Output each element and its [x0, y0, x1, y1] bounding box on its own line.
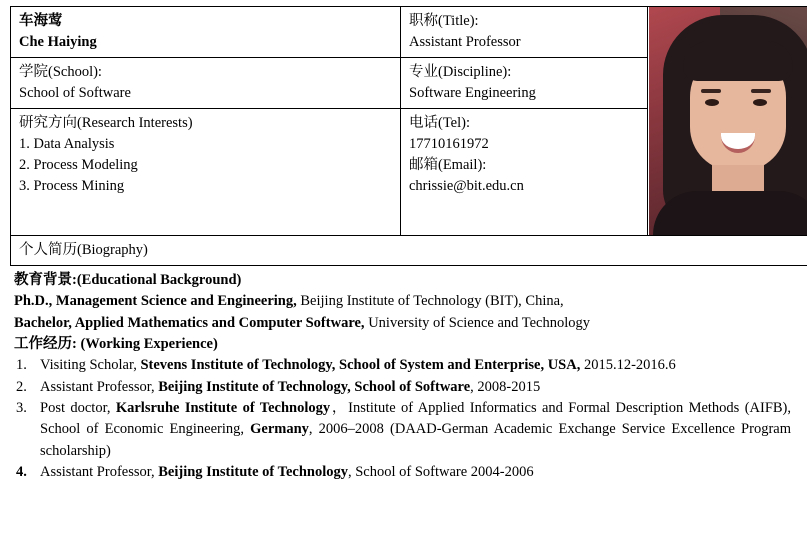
education-heading: 教育背景:(Educational Background): [14, 272, 242, 289]
photo-cell: [648, 7, 807, 236]
discipline-value: Software Engineering: [409, 85, 536, 102]
item-text-part: Beijing Institute of Technology, School of Software: [158, 378, 471, 395]
item-text-part: , 2006–2008 (DAAD-German Academic Exchange Service Excellence Program scholarship): [40, 421, 791, 459]
list-item: [14, 398, 791, 462]
eye-right: [753, 99, 767, 106]
table-row: [11, 236, 807, 266]
table-row: [11, 7, 807, 58]
tel-value: 17710161972: [409, 136, 489, 153]
education-degree: Bachelor, Applied Mathematics and Computer Software,: [14, 314, 365, 331]
list-item: [14, 377, 791, 398]
title-cell: [401, 7, 648, 58]
item-text-part: Stevens Institute of Technology, School of System and Enterprise, USA,: [140, 357, 581, 374]
title-value: Assistant Professor: [409, 34, 521, 51]
education-line: [14, 291, 791, 312]
item-number: 4.: [16, 463, 27, 480]
shoulder-shape: [653, 191, 807, 235]
email-value[interactable]: chrissie@bit.edu.cn: [409, 178, 524, 195]
tel-label: 电话(Tel):: [409, 115, 470, 132]
biography-section-label: 个人简历(Biography): [11, 236, 807, 266]
research-cell: [11, 109, 401, 236]
item-text-part: Germany: [250, 421, 309, 438]
eye-left: [705, 99, 719, 106]
email-label: 邮箱(Email):: [409, 157, 487, 174]
item-number: 1.: [16, 357, 27, 374]
item-number: 3.: [16, 399, 27, 416]
name-cn: 车海莺: [19, 13, 63, 29]
research-item: 2. Process Modeling: [19, 157, 138, 174]
profile-table: [10, 6, 807, 266]
research-item: 3. Process Mining: [19, 178, 125, 195]
item-text-part: 2015.12-2016.6: [583, 357, 676, 374]
item-text-part: ，Institute of Applied Informatics and Formal Description Methods (AIFB), School of Economic Engineering,: [40, 399, 792, 438]
contact-cell: [401, 109, 648, 236]
research-item: 1. Data Analysis: [19, 136, 115, 153]
list-item: [14, 355, 791, 376]
eyebrow-left: [701, 89, 721, 93]
discipline-cell: [401, 58, 648, 109]
working-experience-list: [14, 355, 791, 483]
fringe-shape: [683, 41, 793, 81]
name-en: Che Haiying: [19, 34, 97, 51]
education-line: [14, 313, 791, 334]
school-cell: [11, 58, 401, 109]
research-label: 研究方向(Research Interests): [19, 115, 193, 132]
list-item: [14, 462, 791, 483]
item-text: [40, 357, 580, 373]
school-label: 学院(School):: [19, 64, 102, 81]
item-text-part: , School of Software 2004-2006: [347, 463, 534, 480]
item-text-part: Assistant Professor,: [40, 463, 159, 480]
item-text-part: , 2008-2015: [470, 378, 541, 395]
working-heading: 工作经历: (Working Experience): [14, 336, 218, 353]
portrait-photo: [649, 7, 807, 235]
item-number: 2.: [16, 378, 27, 395]
item-text-part: Assistant Professor,: [40, 378, 159, 395]
eyebrow-right: [751, 89, 771, 93]
education-detail: Beijing Institute of Technology (BIT), China,: [296, 293, 564, 310]
education-detail: University of Science and Technology: [364, 314, 590, 331]
item-text-part: Beijing Institute of Technology: [158, 463, 348, 480]
biography-body: [10, 266, 797, 483]
school-value: School of Software: [19, 85, 131, 102]
item-text-part: Visiting Scholar,: [40, 357, 141, 374]
title-label: 职称(Title):: [409, 13, 479, 29]
item-text-part: Karlsruhe Institute of Technology: [115, 399, 331, 416]
discipline-label: 专业(Discipline):: [409, 64, 512, 81]
item-text-part: Post doctor,: [40, 399, 116, 416]
name-cell: [11, 7, 401, 58]
education-degree: Ph.D., Management Science and Engineering,: [14, 293, 297, 310]
